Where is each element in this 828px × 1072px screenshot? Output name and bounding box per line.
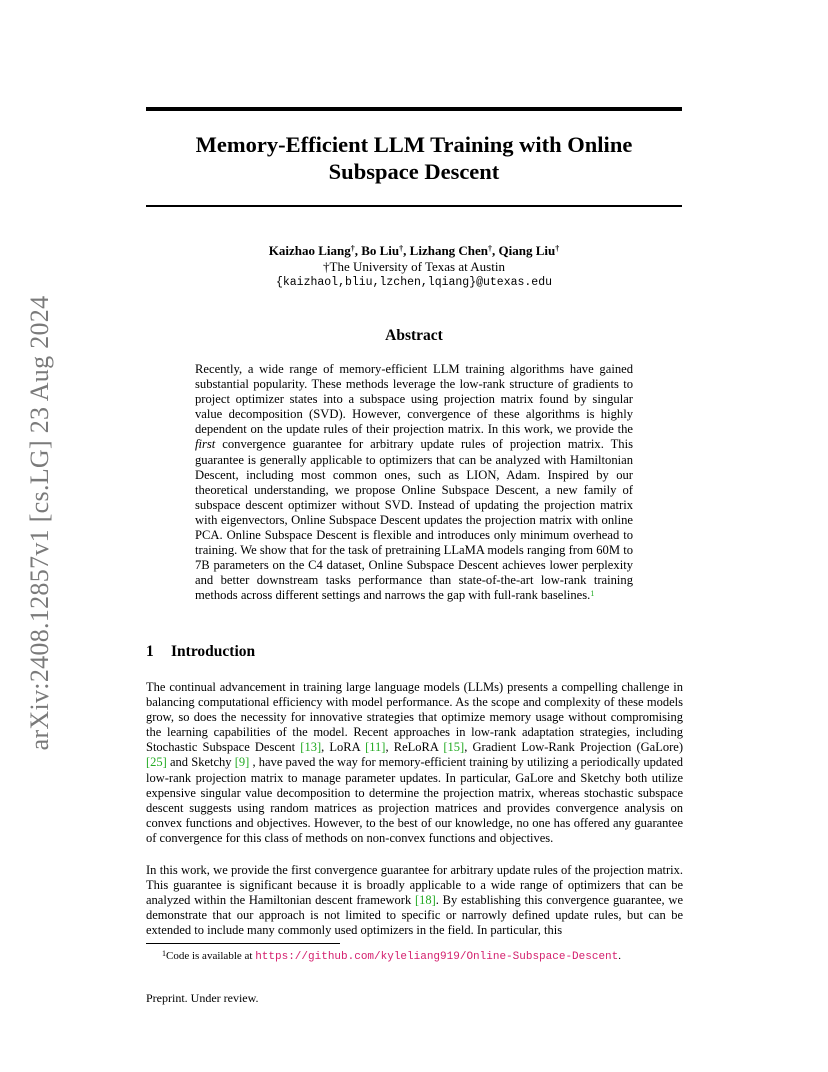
- citation-18[interactable]: [18]: [414, 893, 436, 908]
- section-heading-introduction: 1 Introduction: [146, 643, 256, 660]
- citation-15[interactable]: [15]: [443, 740, 465, 755]
- footnote-1: $^1$Code is available at https://github.com/kyleliang919/Online-Subspace-Descent.: [162, 949, 622, 963]
- intro-paragraph-1: The continual advancement in training large language models (LLMs) presents a compelling challenge in balancing computational efficiency with model performance. As the scope and complexity of these models grow, so does the necessity for innovative strategies that optimize memory usage without compromising the learning capabilities of the model. Recent approaches in low-rank adaptation strategies, including Stochastic Subspace Descent [13], LoRA [11], ReLoRA [15], Gradient Low-Rank Projection (GaLore) [25] and Sketchy [9] , have paved the way for memory-efficient training by utilizing a periodically updated low-rank projection matrix to manage parameter updates. In particular, GaLore and Sketchy both utilize expensive singular value decomposition to determine the projection matrix, whereas stochastic subspace descent suggests using random matrices as projection matrices and provides convergence analysis on convex functions and objectives. However, to the best of our knowledge, no one has offered any guarantee of convergence for this class of methods on non-convex functions and objectives.: [146, 680, 683, 845]
- author-emails: {kaizhaol,bliu,lzchen,lqiang}@utexas.edu: [275, 276, 553, 289]
- title-bottom-rule: [146, 205, 682, 207]
- affiliation: †The University of Texas at Austin: [323, 259, 505, 274]
- paper-title: Memory-Efficient LLM Training with Online Subspace Descent: [195, 132, 633, 184]
- citation-13[interactable]: [13]: [300, 740, 322, 755]
- citation-25[interactable]: [25]: [146, 755, 167, 770]
- arxiv-side-stamp: arXiv:2408.12857v1 [cs.LG] 23 Aug 2024: [25, 295, 54, 751]
- author-names: Kaizhao Liang†, Bo Liu†, Lizhang Chen†, Qiang Liu†: [268, 243, 560, 258]
- preprint-note: Preprint. Under review.: [146, 991, 259, 1005]
- abstract-text: Recently, a wide range of memory-efficient LLM training algorithms have gained substantial popularity. These methods leverage the low-rank structure of gradients to project optimizer states into a subspace using projection matrix found by singular value decomposition (SVD). However, convergence of these algorithms is highly dependent on the update rules of their projection matrix. In this work, we provide the first convergence guarantee for arbitrary update rules of projection matrix. This guarantee is generally applicable to optimizers that can be analyzed with Hamiltonian Descent, including most common ones, such as LION, Adam. Inspired by our theoretical understanding, we propose Online Subspace Descent, a new family of subspace descent optimizer without SVD. Instead of updating the projection matrix with eigenvectors, Online Subspace Descent updates the projection matrix with online PCA. Online Subspace Descent is flexible and introduces only minimum overhead to training. We show that for the task of pretraining LLaMA models ranging from 60M to 7B parameters on the C4 dataset, Online Subspace Descent achieves lower perplexity and better downstream tasks performance than state-of-the-art low-rank training methods across different settings and narrows the gap with full-rank baselines.$^1$: [195, 362, 633, 603]
- footnote-ref-1[interactable]: 1: [590, 589, 595, 599]
- title-top-rule: [146, 107, 682, 111]
- footnote-rule: [146, 943, 340, 944]
- intro-paragraph-2: In this work, we provide the first convergence guarantee for arbitrary update rules of the projection matrix. This guarantee is significant because it is broadly applicable to a wide range of optimizers that can be analyzed within the Hamiltonian descent framework [18]. By establishing this convergence guarantee, we demonstrate that our approach is not limited to specific or narrowly defined update rules, but can be extended to include many commonly used optimizers in the field. In particular, this: [146, 863, 683, 938]
- code-link[interactable]: https://github.com/kyleliang919/Online-Subspace-Descent: [255, 951, 619, 963]
- citation-9[interactable]: [9]: [234, 755, 250, 770]
- citation-11[interactable]: [11]: [365, 740, 386, 755]
- author-block: [146, 243, 682, 291]
- abstract-heading: Abstract: [385, 327, 443, 344]
